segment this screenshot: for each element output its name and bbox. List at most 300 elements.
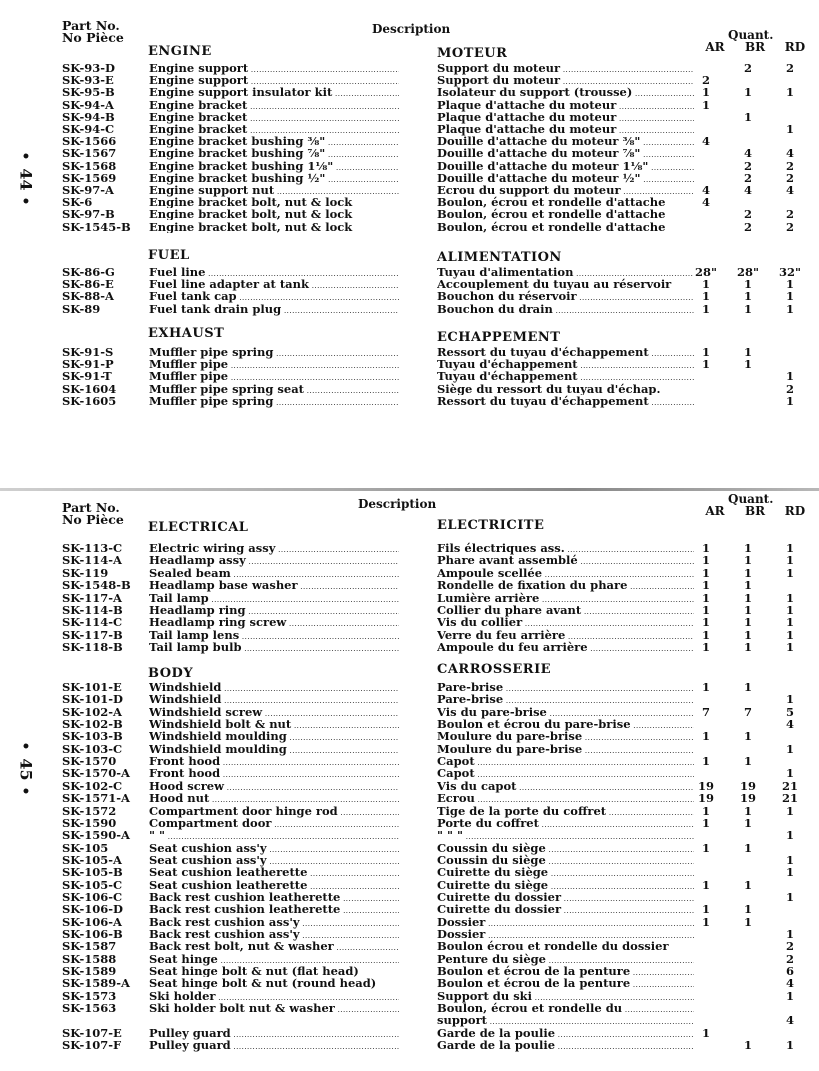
header-part-no: Part No. No Pièce [62, 18, 124, 45]
description-fr-text: Tuyau d'échappement [437, 358, 578, 372]
description-en [149, 641, 399, 655]
description-en-text: Fuel line adapter at tank [149, 278, 309, 292]
description-en [149, 221, 399, 233]
table-row [0, 592, 819, 604]
table-row [0, 303, 819, 315]
qty-rd: 1 [785, 741, 794, 756]
description-en-text: Headlamp base washer [149, 579, 298, 593]
section-title-fr: ALIMENTATION [437, 250, 562, 265]
qty-ar: 1 [701, 301, 710, 316]
qty-ar: 19 [697, 778, 714, 793]
table-row [0, 990, 819, 1002]
qty-br: 1 [743, 553, 752, 568]
qty-ar: 1 [701, 627, 710, 642]
description-fr-text: Douille d'attache du moteur ⅜" [437, 135, 641, 149]
qty-ar: 1 [701, 754, 710, 769]
qty-rd: 1 [785, 692, 794, 707]
qty-rd: 6 [785, 964, 794, 979]
qty-rd: 1 [785, 590, 794, 605]
header-part-no: Part No. No Pièce [62, 500, 124, 527]
description-en-text: Seat cushion ass'y [149, 841, 267, 855]
qty-rd: 1 [785, 289, 794, 304]
description-en-text: Muffler pipe [149, 370, 229, 384]
part-number: SK-91-T [62, 369, 112, 384]
qty-ar: 1 [701, 578, 710, 593]
description-fr-text: Garde de la poulie [437, 1039, 556, 1053]
qty-rd: 2 [785, 381, 794, 396]
qty-ar: 1 [701, 357, 710, 372]
qty-br: 1 [743, 680, 752, 694]
qty-ar: 1 [701, 815, 710, 830]
description-fr-text: Rondelle de fixation du phare [437, 579, 628, 593]
qty-rd: 1 [785, 766, 794, 781]
table-row [0, 383, 819, 395]
table-row [0, 903, 819, 915]
qty-br: 1 [743, 85, 752, 100]
description-fr-text: Bouchon du drain [437, 302, 553, 316]
description-fr [437, 383, 694, 395]
part-number: SK-101-D [62, 692, 123, 707]
table-row [0, 99, 819, 111]
description-fr-text: Capot [437, 767, 475, 781]
part-number: SK-101-E [62, 680, 122, 694]
part-number: SK-91-S [62, 345, 114, 359]
description-fr [437, 196, 694, 208]
qty-ar: 1 [701, 553, 710, 568]
description-en-text: Pulley guard [149, 1039, 231, 1053]
qty-rd: 21 [781, 791, 798, 806]
qty-br: 1 [743, 877, 752, 892]
qty-br: 1 [743, 590, 752, 605]
description-fr-text: Penture du siège [437, 952, 546, 966]
qty-rd: 1 [785, 803, 794, 818]
description-en-text: Ski holder [149, 989, 216, 1003]
description-en [149, 196, 399, 208]
part-number: SK-94-C [62, 122, 115, 136]
qty-br: 1 [743, 627, 752, 642]
part-number: SK-1545-B [62, 219, 131, 234]
table-row [0, 866, 819, 878]
description-en-text: Seat hinge bolt & nut (round head) [149, 977, 377, 990]
table-row [0, 755, 819, 767]
description-en-text: Muffler pipe spring seat [149, 382, 304, 396]
description-fr-text: Pare-brise [437, 693, 504, 707]
page-number-44: • 44 • [16, 149, 36, 210]
description-en-text: Engine bracket [149, 123, 248, 136]
description-en-text: " " [149, 829, 165, 843]
qty-rd: 1 [785, 640, 794, 655]
description-fr-text: Collier du phare avant [437, 604, 582, 617]
catalog-page-44 [0, 0, 819, 440]
qty-rd: 4 [785, 717, 794, 732]
description-en-text: Headlamp ring screw [149, 616, 287, 630]
qty-ar: 1 [701, 902, 710, 917]
table-row [0, 767, 819, 779]
description-fr-text: Support du moteur [437, 62, 561, 75]
qty-br: 1 [743, 301, 752, 316]
table-row [0, 817, 819, 829]
description-en-text: Engine bracket bushing ½" [149, 171, 326, 185]
table-row [0, 730, 819, 742]
description-fr [437, 221, 694, 233]
section-title-fr: CARROSSERIE [437, 662, 552, 677]
description-fr-text: Ressort du tuyau d'échappement [437, 346, 649, 359]
table-row [0, 208, 819, 220]
table-row [0, 111, 819, 123]
table-row [0, 567, 819, 579]
qty-rd: 1 [785, 852, 794, 867]
description-en-text: Fuel tank drain plug [149, 302, 282, 316]
qty-ar: 1 [701, 640, 710, 655]
section-title-fr: ELECTRICITE [437, 518, 545, 533]
description-fr-text: " " " [437, 829, 463, 843]
table-row [0, 1002, 819, 1014]
part-number: SK-1570 [62, 754, 117, 769]
qty-rd: 1 [785, 277, 794, 292]
description-fr-text: Garde de la poulie [437, 1026, 556, 1040]
description-fr-text: support [437, 1014, 487, 1028]
description-en-text: Muffler pipe spring [149, 394, 274, 408]
description-en-text: Ski holder bolt nut & washer [149, 1002, 335, 1016]
description-fr-text: Boulon et écrou du pare-brise [437, 718, 631, 732]
qty-br: 1 [743, 345, 752, 359]
qty-br: 19 [739, 791, 756, 806]
description-en-text: Windshield [149, 681, 222, 694]
table-row [0, 743, 819, 755]
description-fr-text: Douille d'attache du moteur ⅞" [437, 147, 641, 161]
qty-rd: 32" [779, 265, 801, 279]
description-en-text: Back rest cushion ass'y [149, 928, 300, 941]
qty-rd: 1 [785, 988, 794, 1003]
qty-ar: 1 [701, 345, 710, 359]
table-row [0, 693, 819, 705]
description-fr-text: Ampoule scellée [437, 566, 543, 580]
table-row [0, 346, 819, 358]
description-fr-text: Boulon et écrou de la penture [437, 965, 631, 979]
description-fr-text: Verre du feu arrière [437, 628, 566, 642]
description-en-text: Windshield moulding [149, 742, 287, 756]
table-row [0, 184, 819, 196]
qty-br: 1 [743, 541, 752, 555]
qty-rd: 2 [785, 158, 794, 173]
description-en-text: Engine support [149, 62, 249, 75]
qty-ar: 1 [701, 1025, 710, 1040]
table-row [0, 681, 819, 693]
description-fr [437, 303, 694, 317]
part-number: SK-1605 [62, 393, 117, 408]
qty-br: 1 [743, 902, 752, 917]
qty-rd: 4 [785, 1013, 794, 1028]
qty-ar: 1 [701, 914, 710, 929]
description-fr-text: Ecrou du support du moteur [437, 184, 621, 197]
qty-br: 1 [743, 615, 752, 630]
part-number: SK-1566 [62, 134, 117, 149]
qty-rd: 1 [785, 369, 794, 384]
section-title-en: EXHAUST [148, 326, 225, 341]
part-number: SK-1590 [62, 815, 117, 830]
qty-br: 1 [743, 754, 752, 769]
part-number: SK-1588 [62, 951, 117, 966]
part-number: SK-93-E [62, 73, 114, 88]
description-en-text: Tail lamp [149, 591, 209, 605]
qty-ar: 1 [701, 615, 710, 630]
qty-ar: 1 [701, 85, 710, 100]
qty-br: 1 [743, 815, 752, 830]
qty-br: 19 [739, 778, 756, 793]
description-en-text: Pulley guard [149, 1026, 231, 1040]
description-fr-text: Vis du collier [437, 616, 523, 630]
description-fr-text: Porte du coffret [437, 816, 539, 830]
part-number: SK-6 [62, 195, 93, 210]
description-fr-text: Isolateur du support (trousse) [437, 86, 633, 100]
description-en-text: Electric wiring assy [149, 542, 276, 555]
table-row [0, 805, 819, 817]
description-en-text: Engine bracket bushing ⅞" [149, 147, 326, 161]
qty-br: 1 [743, 603, 752, 617]
part-number: SK-97-B [62, 207, 115, 222]
description-fr [437, 208, 694, 220]
part-number: SK-117-A [62, 590, 122, 605]
qty-rd: 2 [785, 939, 794, 954]
part-number: SK-95-B [62, 85, 115, 100]
description-fr-text: Lumière arrière [437, 591, 540, 605]
part-number: SK-93-D [62, 61, 115, 75]
part-number: SK-89 [62, 301, 101, 316]
qty-br: 1 [743, 109, 752, 124]
qty-ar: 1 [701, 565, 710, 580]
qty-rd: 2 [785, 951, 794, 966]
description-fr [437, 278, 694, 290]
description-fr-text: Boulon, écrou et rondelle du [437, 1002, 623, 1016]
part-number: SK-91-P [62, 357, 114, 372]
part-number: SK-113-C [62, 541, 123, 555]
part-number: SK-114-A [62, 553, 122, 568]
description-en-text: Seat hinge bolt & nut (flat head) [149, 965, 359, 978]
description-en-text: Engine bracket [149, 110, 248, 124]
description-fr-text: Coussin du siège [437, 841, 546, 855]
qty-br: 1 [743, 803, 752, 818]
table-row [0, 147, 819, 159]
description-fr [437, 940, 694, 952]
description-en-text: Engine bracket bushing 1⅛" [149, 159, 334, 173]
qty-ar: 1 [701, 590, 710, 605]
description-fr-text: Ampoule du feu arrière [437, 641, 588, 655]
description-en [149, 1039, 399, 1053]
qty-br: 4 [743, 183, 752, 197]
part-number: SK-94-A [62, 97, 114, 112]
part-number: SK-114-C [62, 615, 123, 630]
part-number: SK-107-F [62, 1038, 122, 1053]
qty-ar: 1 [701, 680, 710, 694]
qty-rd: 1 [785, 122, 794, 136]
description-fr-text: Capot [437, 755, 475, 769]
description-en-text: Seat hinge [149, 952, 218, 966]
table-row [0, 358, 819, 370]
table-row [0, 940, 819, 952]
table-row [0, 706, 819, 718]
part-number: SK-1589 [62, 964, 117, 979]
table-row [0, 278, 819, 290]
part-number: SK-106-A [62, 914, 122, 929]
description-fr-text: Boulon écrou et rondelle du dossier [437, 940, 669, 953]
table-row [0, 1039, 819, 1051]
description-en-text: Compartment door [149, 816, 272, 830]
qty-ar: 4 [701, 183, 710, 197]
qty-br: 1 [743, 289, 752, 304]
table-row [0, 879, 819, 891]
part-number: SK-105-A [62, 852, 122, 867]
qty-rd: 2 [785, 219, 794, 234]
qty-ar: 1 [701, 840, 710, 855]
description-en-text: Engine bracket bolt, nut & lock [149, 220, 353, 233]
description-fr-text: Moulure du pare-brise [437, 730, 583, 744]
description-en-text: Windshield [149, 693, 222, 707]
part-number: SK-1587 [62, 939, 117, 954]
section-title-en: ELECTRICAL [148, 520, 249, 535]
description-fr-text: Tuyau d'échappement [437, 370, 578, 384]
table-row [0, 266, 819, 278]
part-number: SK-105 [62, 840, 109, 855]
description-fr-text: Pare-brise [437, 681, 504, 694]
table-row [0, 1014, 819, 1026]
qty-ar: 1 [701, 277, 710, 292]
description-fr-text: Moulure du pare-brise [437, 742, 583, 756]
header-quant: Quant. [728, 492, 774, 506]
description-fr-text: Boulon, écrou et rondelle d'attache [437, 208, 666, 221]
description-fr-text: Coussin du siège [437, 853, 546, 867]
description-fr-text: Bouchon du réservoir [437, 290, 577, 304]
qty-br: 1 [743, 729, 752, 744]
description-fr-text: Boulon, écrou et rondelle d'attache [437, 196, 666, 209]
qty-br: 1 [743, 277, 752, 292]
qty-rd: 1 [785, 541, 794, 555]
table-row [0, 965, 819, 977]
description-fr-text: Vis du capot [437, 779, 517, 793]
part-number: SK-94-B [62, 109, 115, 124]
description-fr-text: Siège du ressort du tuyau d'échap. [437, 382, 661, 395]
qty-rd: 1 [785, 85, 794, 100]
table-row [0, 196, 819, 208]
section-title-fr: ECHAPPEMENT [437, 330, 561, 345]
qty-rd: 1 [785, 615, 794, 630]
description-en-text: Engine bracket [149, 98, 248, 112]
table-row [0, 854, 819, 866]
part-number: SK-106-C [62, 889, 123, 904]
part-number: SK-114-B [62, 603, 123, 617]
qty-rd: 1 [785, 1038, 794, 1053]
table-row [0, 977, 819, 989]
part-number: SK-106-B [62, 927, 123, 941]
part-number: SK-86-G [62, 265, 115, 279]
description-en-text: Hood nut [149, 792, 210, 806]
table-row [0, 604, 819, 616]
part-number: SK-118-B [62, 640, 123, 655]
table-row [0, 395, 819, 407]
description-en-text: Seat cushion ass'y [149, 853, 267, 867]
description-en-text: Windshield screw [149, 705, 263, 719]
part-number: SK-103-B [62, 729, 123, 744]
description-fr-text: Douille d'attache du moteur 1⅛" [437, 159, 649, 173]
qty-br: 1 [743, 357, 752, 372]
qty-rd: 1 [785, 565, 794, 580]
table-row [0, 554, 819, 566]
part-number: SK-105-B [62, 865, 123, 880]
table-row [0, 86, 819, 98]
description-en-text: Compartment door hinge rod [149, 804, 338, 818]
description-en-text: Tail lamp bulb [149, 641, 242, 655]
table-row [0, 62, 819, 74]
description-en-text: Engine bracket bolt, nut & lock [149, 208, 353, 221]
qty-ar: 1 [701, 289, 710, 304]
table-row [0, 160, 819, 172]
description-en-text: Engine bracket bolt, nut & lock [149, 196, 353, 209]
description-en [149, 965, 399, 977]
description-en-text: Fuel tank cap [149, 290, 237, 304]
table-row [0, 718, 819, 730]
qty-rd: 4 [785, 183, 794, 197]
qty-rd: 21 [781, 778, 798, 793]
description-en-text: Muffler pipe [149, 358, 229, 372]
catalog-page-45 [0, 490, 819, 1071]
description-en-text: Engine support insulator kit [149, 86, 333, 100]
qty-br: 1 [743, 1038, 752, 1053]
part-number: SK-1567 [62, 146, 117, 161]
table-row [0, 172, 819, 184]
description-fr-text: Cuirette du dossier [437, 903, 562, 917]
section-title-en: ENGINE [148, 44, 212, 59]
part-number: SK-88-A [62, 289, 114, 304]
description-en-text: Windshield bolt & nut [149, 718, 292, 732]
part-number: SK-105-C [62, 877, 123, 892]
part-number: SK-1589-A [62, 976, 130, 991]
qty-ar: 19 [697, 791, 714, 806]
table-row [0, 579, 819, 591]
qty-ar: 1 [701, 803, 710, 818]
qty-ar: 28" [695, 265, 717, 279]
description-fr-text: Accouplement du tuyau au réservoir [437, 278, 672, 291]
header-quant-columns: AR BR RD [705, 40, 806, 54]
part-number: SK-1571-A [62, 791, 130, 806]
part-number: SK-1590-A [62, 828, 130, 843]
qty-rd: 1 [785, 301, 794, 316]
part-number: SK-119 [62, 565, 109, 580]
table-row [0, 641, 819, 653]
qty-rd: 4 [785, 976, 794, 991]
description-en-text: Windshield moulding [149, 730, 287, 744]
part-number: SK-117-B [62, 627, 123, 642]
qty-rd: 1 [785, 627, 794, 642]
description-en-text: Engine support nut [149, 184, 275, 197]
qty-rd: 1 [785, 889, 794, 904]
qty-ar: 4 [701, 134, 710, 149]
part-number: SK-1569 [62, 170, 117, 185]
qty-rd: 1 [785, 553, 794, 568]
description-en [149, 208, 399, 220]
description-en-text: Headlamp assy [149, 554, 246, 568]
table-row [0, 916, 819, 928]
qty-br: 2 [743, 61, 752, 75]
description-fr-text: Boulon et écrou de la penture [437, 977, 631, 991]
qty-br: 28" [737, 265, 759, 279]
qty-rd: 1 [785, 603, 794, 617]
part-number: SK-102-C [62, 778, 123, 793]
qty-rd: 1 [785, 927, 794, 941]
table-row [0, 829, 819, 841]
qty-br: 1 [743, 565, 752, 580]
description-fr-text: Phare avant assemblé [437, 554, 578, 568]
section-title-fr: MOTEUR [437, 46, 508, 61]
qty-ar: 7 [701, 704, 710, 719]
